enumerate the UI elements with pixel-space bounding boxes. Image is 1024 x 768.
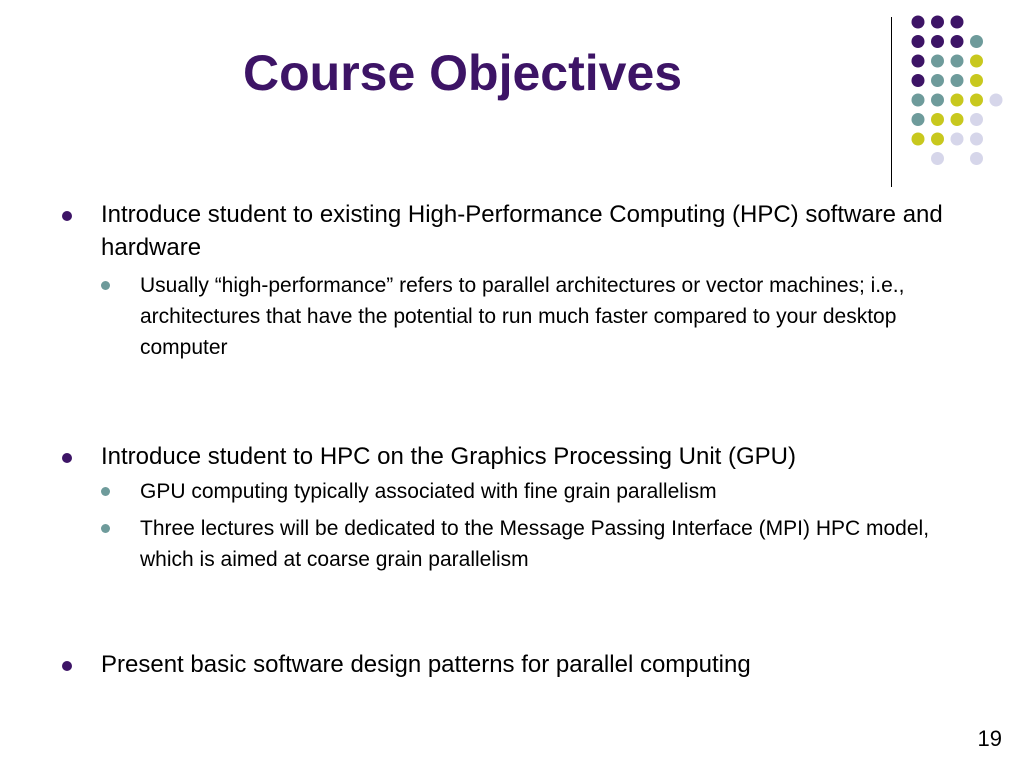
decoration-dot (912, 16, 925, 29)
decoration-dot (951, 133, 964, 146)
sub-bullet-2-1-text: GPU computing typically associated with fine grain parallelism (140, 480, 717, 503)
sub-bullet-2-2 (101, 513, 962, 575)
decoration-dot (931, 152, 944, 165)
sub-bullet-2-1 (101, 476, 962, 507)
header-divider (891, 17, 892, 187)
decoration-dot (912, 94, 925, 107)
bullet-1-text: Introduce student to existing High-Performance Computing (HPC) software and hardware (101, 201, 943, 261)
decoration-dot (951, 113, 964, 126)
bullet-2 (62, 440, 962, 473)
decoration-dot (912, 113, 925, 126)
bullet-3 (62, 648, 962, 681)
decoration-dot (970, 133, 983, 146)
bullet-3-text: Present basic software design patterns for parallel computing (101, 651, 751, 678)
sub-bullet-1-1-text: Usually “high-performance” refers to parallel architectures or vector machines; i.e., architectures that have the potential to run much faster compared to your desktop computer (140, 274, 905, 359)
decoration-dot (990, 94, 1003, 107)
decoration-dot (970, 152, 983, 165)
decoration-dot (951, 74, 964, 87)
decoration-dot (970, 113, 983, 126)
decoration-dot (951, 94, 964, 107)
decoration-dot (931, 133, 944, 146)
sub-bullet-icon (101, 524, 110, 533)
bullet-2-text: Introduce student to HPC on the Graphics Processing Unit (GPU) (101, 443, 796, 470)
sub-bullet-1-1 (101, 270, 962, 363)
page-number: 19 (977, 726, 1002, 751)
bullet-1 (62, 198, 962, 264)
decoration-dot (931, 113, 944, 126)
bullet-icon (62, 211, 72, 221)
decoration-dot (931, 35, 944, 48)
sub-bullet-2-2-text: Three lectures will be dedicated to the Message Passing Interface (MPI) HPC model, which is aimed at coarse grain parallelism (140, 517, 930, 571)
decoration-dot (970, 55, 983, 68)
decoration-dot (912, 133, 925, 146)
decoration-dot (912, 35, 925, 48)
decoration-dot (951, 55, 964, 68)
decoration-dot (912, 55, 925, 68)
decoration-dot (931, 55, 944, 68)
bullet-icon (62, 453, 72, 463)
sub-bullet-icon (101, 281, 110, 290)
decoration-dot (970, 74, 983, 87)
sub-bullet-icon (101, 487, 110, 496)
slide-body (62, 198, 962, 681)
decoration-dot (951, 35, 964, 48)
slide-title: Course Objectives (243, 45, 683, 101)
decoration-dot (931, 74, 944, 87)
decoration-dot (912, 74, 925, 87)
decoration-dot (951, 16, 964, 29)
decoration-dot (931, 94, 944, 107)
decoration-dot (970, 35, 983, 48)
bullet-icon (62, 661, 72, 671)
decoration-dot (970, 94, 983, 107)
decoration-dot (931, 16, 944, 29)
